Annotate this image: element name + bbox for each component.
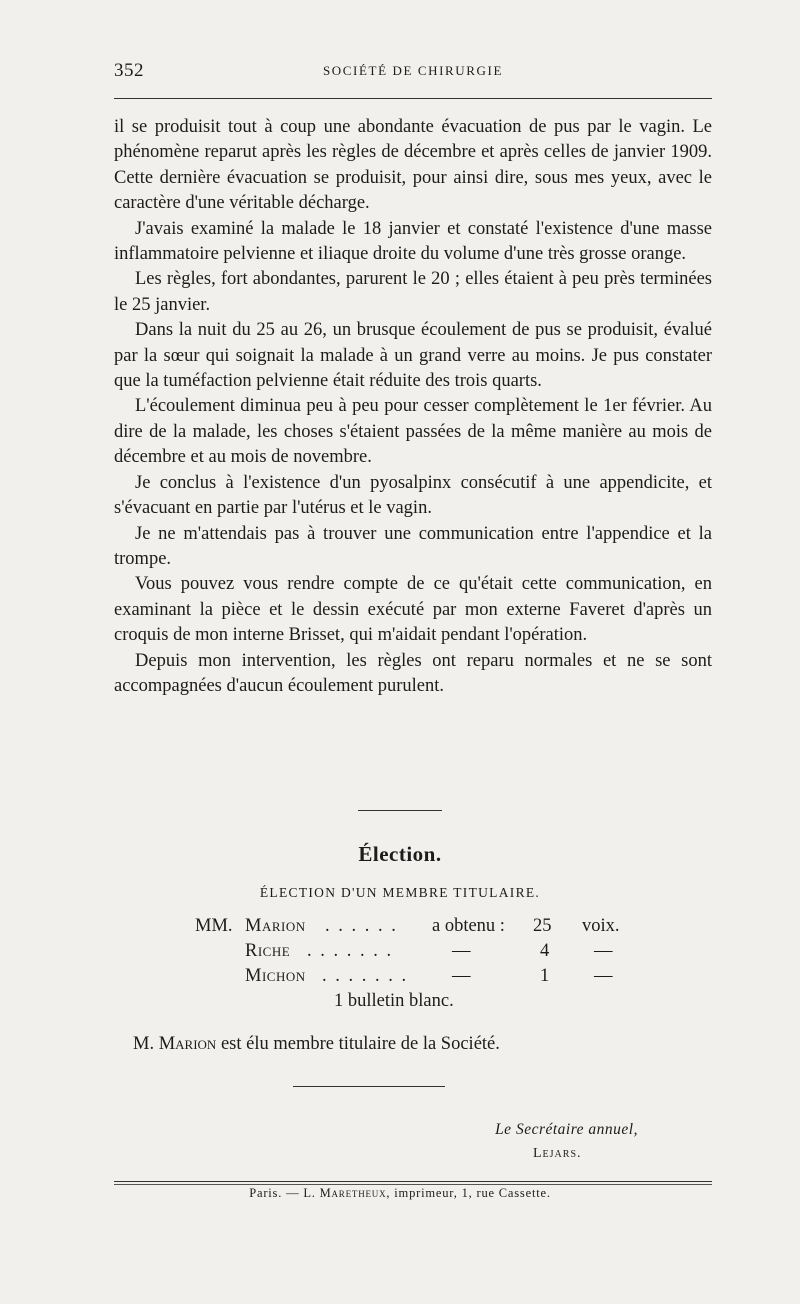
paragraph: J'avais examiné la malade le 18 janvier et constaté l'existence d'une masse inflammatoire pelvienne et iliaque droite du volume d'une très grosse orange. (114, 218, 712, 265)
vote-count: 1 (540, 966, 550, 986)
imprint-address: imprimeur, 1, rue Cassette. (394, 1186, 551, 1200)
vote-count: 25 (533, 916, 552, 936)
vote-row (0, 941, 800, 965)
body-text (114, 115, 712, 699)
paragraph: Je ne m'attendais pas à trouver une communication entre l'appendice et la trompe. (114, 523, 712, 569)
header-rule (114, 98, 712, 99)
imprint-city: Paris. — (249, 1186, 300, 1200)
result-text: est élu membre titulaire de la Société. (220, 1034, 500, 1054)
vote-count: 4 (540, 941, 550, 961)
candidate-name: Marion (245, 916, 306, 936)
signature-name: Lejars. (533, 1146, 582, 1161)
paragraph: Depuis mon intervention, les règles ont reparu normales et ne se sont accompagnées d'aucun écoulement purulent. (114, 650, 712, 696)
footer-rule-thin (114, 1184, 712, 1185)
ditto-dash: — (452, 941, 471, 961)
vote-row (0, 966, 800, 990)
leader-dots: . . . . . . . (322, 966, 409, 986)
blank-ballot: 1 bulletin blanc. (334, 991, 454, 1011)
obtained-label: a obtenu : (432, 916, 505, 936)
page-number: 352 (114, 60, 144, 81)
paragraph: il se produisit tout à coup une abondante évacuation de pus par le vagin. Le phénomène reparut après les règles de décembre et après celles de janvier 1909. Cette dernière évacuation se produisit, pour ainsi dire, sous mes yeux, avec le caractère d'une véritable décharge. (114, 117, 712, 214)
vote-unit: — (594, 966, 613, 986)
running-title: SOCIÉTÉ DE CHIRURGIE (322, 63, 504, 78)
ditto-dash: — (452, 966, 471, 986)
paragraph: Vous pouvez vous rendre compte de ce qu'était cette communication, en examinant la pièce et le dessin exécuté par mon externe Faveret d'après un croquis de mon interne Brisset, qui m'aidait pendant l'opération. (114, 574, 712, 646)
paragraph: Les règles, fort abondantes, parurent le 20 ; elles étaient à peu près terminées le 25 janvier. (114, 269, 712, 315)
paragraph: Dans la nuit du 25 au 26, un brusque écoulement de pus se produisit, évalué par la sœur qui soignait la malade à un grand verre au moins. Je pus constater que la tuméfaction pelvienne était réduite des trois quarts. (114, 320, 712, 392)
vote-unit: voix. (582, 916, 620, 936)
vote-unit: — (594, 941, 613, 961)
leader-dots: . . . . . . (325, 916, 398, 936)
footer-rule (114, 1181, 712, 1182)
paragraph: L'écoulement diminua peu à peu pour cesser complètement le 1er février. Au dire de la malade, les choses s'étaient passées de la même manière au mois de décembre et au mois de novembre. (114, 396, 712, 468)
candidate-name: Riche (245, 941, 291, 961)
paragraph: Je conclus à l'existence d'un pyosalpinx consécutif à une appendicite, et s'évacuant en partie par l'utérus et le vagin. (114, 472, 712, 519)
section-title: Élection. (358, 842, 442, 866)
imprint-printer: L. Maretheux, (303, 1186, 391, 1200)
result-prefix: M. (133, 1034, 155, 1054)
vote-prefix: MM. (195, 916, 233, 936)
section-separator (293, 1086, 445, 1087)
section-subtitle: ÉLECTION D'UN MEMBRE TITULAIRE. (259, 885, 541, 900)
candidate-name: Michon (245, 966, 306, 986)
page-header (114, 60, 712, 84)
printer-imprint (0, 1186, 800, 1201)
vote-row (0, 916, 800, 940)
result-name: Marion (158, 1034, 217, 1054)
election-result (133, 1034, 500, 1055)
section-separator (358, 810, 442, 811)
signature-title: Le Secrétaire annuel, (495, 1121, 638, 1138)
leader-dots: . . . . . . . (307, 941, 394, 961)
